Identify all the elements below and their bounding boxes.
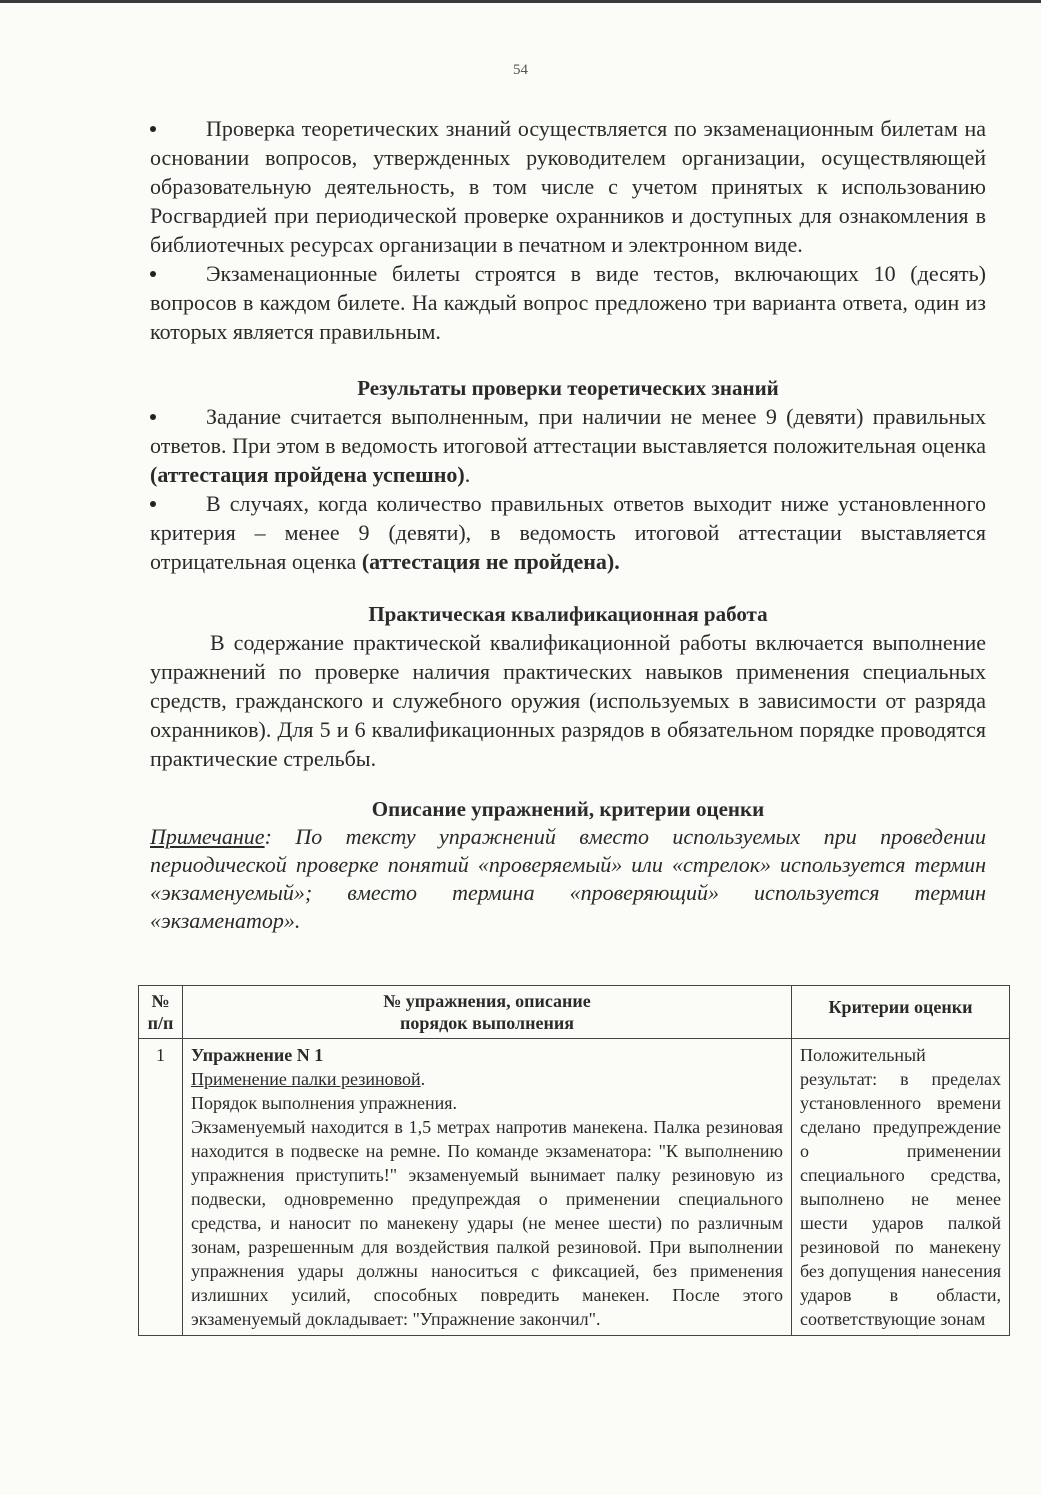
results-bullet-2-text: В случаях, когда количество правильных ответов выходит ниже установленного критерия – менее 9 (девяти), в ведомость итоговой аттестации выставляется отрицательная оценка (150, 491, 986, 574)
table-row (139, 1039, 1010, 1336)
theory-bullet-1-text: Проверка теоретических знаний осуществляется по экзаменационным билетам на основании вопросов, утвержденных руководителем организации, осуществляющей образовательную деятельность, в том числе с учетом принятых к использованию Росгвардией при периодической проверке охранников и доступных для ознакомления в библиотечных ресурсах организации в печатном и электронном виде. (150, 116, 986, 257)
results-heading: Результаты проверки теоретических знаний (357, 376, 779, 400)
exercise-order-label: Порядок выполнения упражнения. (191, 1093, 458, 1113)
note-text: : По тексту упражнений вместо используемых при проведении периодической проверке понятий «проверяемый» или «стрелок» используется термин «экзаменуемый»; вместо термина «проверяющий» используется термин «экзаменатор». (150, 824, 986, 933)
exercise-subtitle-line (191, 1067, 783, 1091)
exercise-subtitle: Применение палки резиновой (191, 1069, 421, 1089)
results-bullet-1-end: . (464, 462, 471, 487)
page-number: 54 (513, 62, 528, 78)
table-header-description (183, 986, 792, 1039)
practical-heading: Практическая квалификационная работа (368, 602, 768, 626)
exercise-title: Упражнение N 1 (191, 1045, 324, 1065)
results-bullet-1-text: Задание считается выполненным, при наличии не менее 9 (девяти) правильных ответов. При этом в ведомость итоговой аттестации выставляется положительная оценка (150, 404, 986, 458)
bullet-icon (150, 414, 156, 420)
exercise-subtitle-end: . (420, 1069, 426, 1089)
row-num: 1 (156, 1045, 165, 1065)
bullet-icon (150, 126, 156, 132)
header-num-line1: № (151, 991, 170, 1011)
row-num-cell (139, 1039, 183, 1336)
exercise-description: Экзаменуемый находится в 1,5 метрах напротив манекена. Палка резиновая находится в подвеске на ремне. По команде экзаменатора: "К выполнению упражнения приступить!" экзаменуемый вынимает палку резиновую из подвески, одновременно предупреждая о применении специального средства, и наносит по манекену удары (не менее шести) по различным зонам, разрешенным для воздействия палкой резиновой. При выполнении упражнения удары должны наноситься с фиксацией, без применения излишних усилий, способных повредить манекен. После этого экзаменуемый докладывает: "Упражнение закончил". (191, 1117, 783, 1329)
theory-bullet-1 (150, 114, 986, 259)
header-criteria: Критерии оценки (828, 997, 973, 1017)
note-label: Примечание (150, 824, 265, 849)
header-desc-line2: порядок выполнения (400, 1013, 574, 1033)
table-header-criteria (792, 986, 1010, 1039)
theory-bullet-2-text: Экзаменационные билеты строятся в виде тестов, включающих 10 (десять) вопросов в каждом билете. На каждый вопрос предложено три варианта ответа, один из которых является правильным. (150, 261, 986, 344)
row-criteria-cell (792, 1039, 1010, 1336)
header-desc-line1: № упражнения, описание (383, 991, 591, 1011)
practical-text: В содержание практической квалификационной работы включается выполнение упражнений по проверке наличия практических навыков применения специальных средств, гражданского и служебного оружия (используемых в зависимости от разряда охранников). Для 5 и 6 квалификационных разрядов в обязательном порядке проводятся практические стрельбы. (150, 630, 986, 771)
results-bullet-2-bold: (аттестация не пройдена). (361, 549, 620, 574)
table-header-num (139, 986, 183, 1039)
row-description-cell (183, 1039, 792, 1336)
bullet-icon (150, 271, 156, 277)
header-num-line2: п/п (147, 1013, 174, 1033)
results-bullet-1 (150, 402, 986, 489)
results-bullet-1-bold: (аттестация пройдена успешно) (150, 462, 465, 487)
table-header-row (139, 986, 1010, 1039)
page-content (150, 114, 986, 935)
bullet-icon (150, 501, 156, 507)
exercises-heading: Описание упражнений, критерии оценки (371, 797, 765, 821)
results-bullet-2 (150, 489, 986, 576)
theory-bullet-2 (150, 259, 986, 346)
exercises-table (138, 985, 1010, 1336)
scan-top-edge (0, 0, 1041, 3)
exercise-criteria: Положительный результат: в пределах установленного времени сделано предупреждение о применении специального средства, выполнено не менее шести ударов палкой резиновой по манекену без допущения нанесения ударов в области, соответствующие зонам (800, 1045, 1001, 1329)
exercises-note (150, 823, 986, 935)
